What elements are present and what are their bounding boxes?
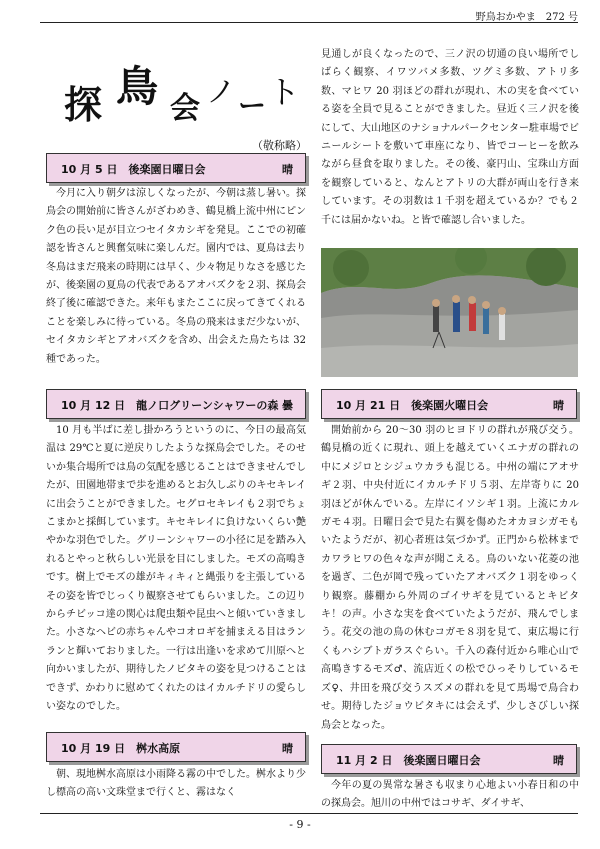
title-char-6: ト xyxy=(268,73,301,111)
weather-label: 晴 xyxy=(282,742,293,755)
paragraph: 開始前から 20〜30 羽のヒヨドリの群れが飛び交う。鶴見橋の近くに現れ、頭上を越えていくエナガの群れの中にメジロとシジュウカラも混じる。中州の端にアオサギ２羽、中央付近にイカルチドリ５羽、左岸寄りに 20 羽ほどが休んでいる。左岸にイソシギ１羽。上流にカルガモ４羽。日曜日会で見た右翼を傷めたオカヨシガモもいたようだが、初心者班は気づかず。正門から松林までカワラヒワの色々な声が聞こえる。鳥のいない花菱の池を過ぎ、二色が岡で残っていたアオバズク１羽をゆっくり観察。藤棚から外周のゴイサギを見ているとキビタキ！の声。小さな実を食べていたようだが、飛んでしまう。花交の池の鳥の休むコガモ８羽を見て、東広場に行くもハシブトガラスぐらい。千入の森付近から唯心山で高鳴きするモズ♂、流店近くの松でひっそりしているモズ♀、井田を飛び交うスズメの群れを見て馬場で鳥合わせ。期待したジョウビタキには会えず、少しさびしい探鳥会となった。 xyxy=(321,425,579,731)
report-oct21 xyxy=(321,422,579,735)
title-char-5: ー xyxy=(238,89,267,122)
section-heading-oct21 xyxy=(321,389,577,419)
running-header: 野鳥おかやま 272 号 xyxy=(475,12,578,23)
report-oct19 xyxy=(46,766,306,803)
report-oct19-continued xyxy=(321,46,579,230)
section-heading-oct19 xyxy=(46,732,306,762)
report-nov2 xyxy=(321,777,579,814)
section-title: 10 月 21 日 後楽園火曜日会 xyxy=(336,399,489,412)
footer-rule xyxy=(40,813,578,814)
section-title: 10 月 19 日 桝水高原 xyxy=(61,742,181,755)
weather-label: 曇 xyxy=(282,399,293,412)
title-char-1: 探 xyxy=(64,83,103,127)
paragraph: 朝、現地桝水高原は小雨降る霧の中でした。桝水より少し標高の高い文珠堂まで行くと、霧はなく xyxy=(46,769,306,799)
honorific-note: （敬称略） xyxy=(252,139,307,152)
header-rule xyxy=(40,22,578,23)
title-char-4: ノ xyxy=(206,75,236,110)
paragraph: 今月に入り朝夕は涼しくなったが、今朝は蒸し暑い。探鳥会の開始前に皆さんがざわめき、鶴見橋上流中州にピンク色の長い足が目立つセイタカシギを発見。ここでの初確認を皆さんと興奮気味に楽しんだ。園内では、夏鳥は去り冬鳥はまだ飛来の時期には早く、少々物足りなさを感じたが、後楽園の夏鳥の代表であるアオバズクを２羽、探鳥会終了後に確認できた。来年もまたここに戻ってきてくれることを楽しみに待っている。冬鳥の飛来はまだ少ないが、セイタカシギとアオバズクを含め、出会えた鳥たちは 32 種であった。 xyxy=(46,188,306,365)
section-title: 11 月 2 日 後楽園日曜日会 xyxy=(336,754,481,767)
weather-label: 晴 xyxy=(282,163,293,176)
section-heading-nov2 xyxy=(321,744,577,774)
birdwatching-group-photo xyxy=(321,248,578,377)
paragraph: 10 月も半ばに差し掛かろうというのに、今日の最高気温は 29℃と夏に逆戻りしたような探鳥会でした。そのせいか集合場所では鳥の気配を感じることはできませんでしたが、田園地帯まで歩を進めるとお久しぶりのキセキレイに出会うことができました。セグロセキレイも２羽でちょこまかと採餌しています。キセキレイに負けないくらい艶やかな羽色でした。グリーンシャワーの小径に足を踏み入れるとやっと秋らしい光景を目にしました。モズの高鳴きです。樹上でモズの雄がキィキィと縄張りを主張しているその姿を皆でじっくり観察させてもらいました。この辺りからチビッコ達の関心は爬虫類や昆虫へと傾いていきました。小さなヘビの赤ちゃんやコオロギを捕まえる目はランランと輝いておりました。一行は出逢いを求めて川原へと向かいましたが、期待したノビタキの姿を見つけることはできず、かわりに慰めてくれたのはイカルチドリの愛らしい姿なのでした。 xyxy=(46,425,306,713)
section-heading-oct5 xyxy=(46,153,306,183)
report-oct5 xyxy=(46,185,306,369)
report-oct12 xyxy=(46,422,306,717)
paragraph: 見通しが良くなったので、三ノ沢の切通の良い場所でしばらく観察、イワツバメ多数、ツグミ多数、アトリ多数、マヒワ 20 羽ほどの群れが現れ、木の実を食べている姿を全員で見ることができました。昼近く三ノ沢を後にして、大山地区のナショナルパークセンター駐車場でビニールシートを敷いて車座になり、皆でコーヒーを飲みながら昼食を取りました。その後、豪円山、宝珠山方面を観察していると、なんとアトリの大群が両山を行き来しています。その羽数は１千羽を超えているか？でも２千には届かないね。と皆で確認し合いました。 xyxy=(321,49,579,226)
section-title: 10 月 12 日 龍ノ口グリーンシャワーの森 xyxy=(61,399,279,412)
group-photo-illustration xyxy=(321,248,578,377)
section-heading-oct12 xyxy=(46,389,306,419)
title-char-2: 鳥 xyxy=(116,62,159,111)
page-title xyxy=(58,62,308,134)
title-char-3: 会 xyxy=(170,91,200,126)
weather-label: 晴 xyxy=(553,754,564,767)
weather-label: 晴 xyxy=(553,399,564,412)
page-number: - 9 - xyxy=(289,818,311,831)
paragraph: 今年の夏の異常な暑さも収まり心地よい小春日和の中の探鳥会。旭川の中州ではコサギ、ダイサギ、 xyxy=(321,780,579,810)
section-title: 10 月 5 日 後楽園日曜日会 xyxy=(61,163,206,176)
